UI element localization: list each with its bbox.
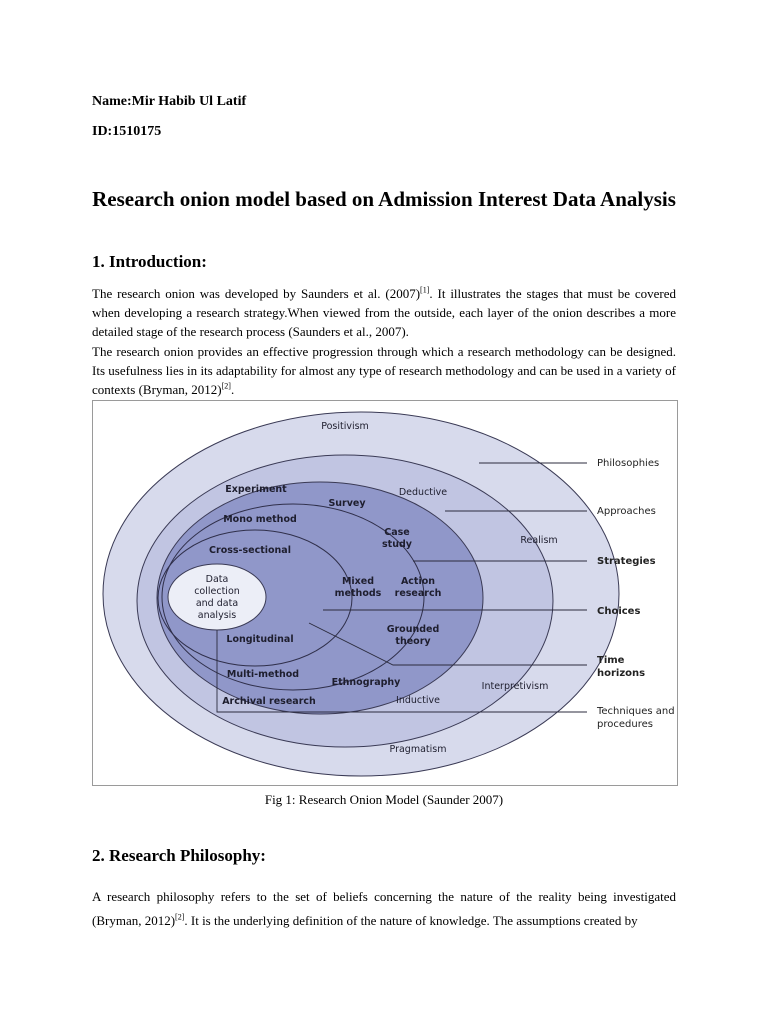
- label-realism: Realism: [520, 535, 558, 546]
- label-multi-method: Multi-method: [226, 669, 300, 680]
- side-label-time-horizons-2: horizons: [597, 668, 646, 679]
- paragraph-text: .: [230, 382, 235, 398]
- introduction-paragraph-1: [92, 284, 676, 342]
- label-core-2: collection: [194, 586, 240, 597]
- side-label-techniques-1: Techniques and: [597, 706, 675, 717]
- label-core-1: Data: [205, 574, 229, 585]
- label-interpretivism: Interpretivism: [481, 681, 549, 692]
- research-onion-figure: [92, 400, 678, 786]
- label-longitudinal: Longitudinal: [226, 634, 294, 645]
- paragraph-text: The research onion was developed by Saunders et al. (2007): [92, 286, 421, 301]
- side-label-techniques-2: procedures: [597, 719, 653, 730]
- side-label-approaches: Approaches: [597, 506, 656, 517]
- side-label-philosophies: Philosophies: [597, 458, 660, 469]
- paragraph-text: The research onion provides an effective progression through which a research methodology can be designed. Its usefulness lies in its adaptability for almost any type of research methodology and can be used in a variety of contexts (Bryman, 2012): [92, 344, 676, 398]
- label-archival-research: Archival research: [222, 696, 316, 707]
- side-label-time-horizons-1: Time: [597, 655, 625, 666]
- label-pragmatism: Pragmatism: [389, 744, 447, 755]
- document-title: Research onion model based on Admission Interest Data Analysis: [92, 187, 676, 211]
- label-cross-sectional: Cross-sectional: [209, 545, 291, 556]
- citation-ref[interactable]: [2]: [221, 382, 231, 392]
- research-philosophy-paragraph: [92, 885, 676, 932]
- label-deductive: Deductive: [398, 487, 448, 498]
- label-grounded-theory-2: theory: [395, 636, 431, 647]
- research-philosophy-heading: 2. Research Philosophy:: [92, 846, 266, 865]
- label-core-3: and data: [195, 598, 239, 609]
- introduction-paragraph-2: [92, 342, 676, 400]
- side-label-choices: Choices: [597, 606, 641, 617]
- figure-caption: Fig 1: Research Onion Model (Saunder 2007): [264, 792, 504, 807]
- label-core-4: analysis: [197, 610, 237, 621]
- student-id: ID:1510175: [92, 124, 162, 139]
- label-experiment: Experiment: [225, 484, 287, 495]
- label-action-research-1: Action: [400, 576, 436, 587]
- author-name: Name:Mir Habib Ul Latif: [92, 94, 247, 109]
- label-case-study-2: study: [382, 539, 412, 550]
- label-grounded-theory-1: Grounded: [386, 624, 440, 635]
- label-mono-method: Mono method: [223, 514, 297, 525]
- citation-ref[interactable]: [2]: [175, 912, 185, 922]
- citation-ref[interactable]: [1]: [420, 285, 430, 295]
- label-survey: Survey: [328, 498, 366, 509]
- label-case-study-1: Case: [384, 527, 410, 538]
- side-label-strategies: Strategies: [597, 556, 656, 567]
- label-mixed-methods-2: methods: [334, 588, 382, 599]
- paragraph-text: . It is the underlying definition of the nature of knowledge. The assumptions created by: [184, 912, 638, 928]
- paragraph-text: A research philosophy refers to the set of beliefs concerning the nature of the reality being investigated (Bryman, 2012): [92, 889, 676, 928]
- research-onion-diagram: [93, 401, 679, 787]
- paragraph-text: . It illustrates the stages that must be covered when developing a research strategy.When viewed from the outside, each layer of the onion describes a more detailed stage of the research process (Saunders et al., 2007).: [92, 286, 676, 340]
- label-positivism: Positivism: [321, 421, 369, 432]
- label-ethnography: Ethnography: [331, 677, 401, 688]
- label-inductive: Inductive: [396, 695, 440, 706]
- label-mixed-methods-1: Mixed: [341, 576, 375, 587]
- label-action-research-2: research: [394, 588, 442, 599]
- introduction-heading: 1. Introduction:: [92, 252, 207, 271]
